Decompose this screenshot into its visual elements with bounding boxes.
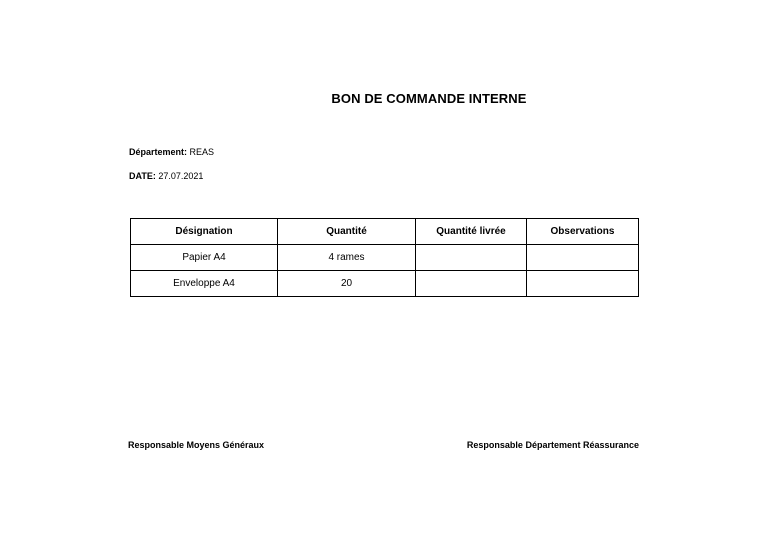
signature-right: Responsable Département Réassurance <box>466 440 639 450</box>
date-label: DATE: <box>129 171 156 181</box>
header-quantite-livree: Quantité livrée <box>416 219 527 245</box>
cell-observations <box>527 271 639 297</box>
header-designation: Désignation <box>131 219 278 245</box>
cell-quantite-livree <box>416 271 527 297</box>
header-observations: Observations <box>527 219 639 245</box>
header-quantite: Quantité <box>278 219 416 245</box>
table-header-row <box>131 219 639 245</box>
date-value: 27.07.2021 <box>158 171 204 181</box>
signature-left: Responsable Moyens Généraux <box>128 440 265 450</box>
cell-designation: Enveloppe A4 <box>131 271 278 297</box>
order-table <box>130 218 639 297</box>
cell-observations <box>527 245 639 271</box>
department-value: REAS <box>189 147 215 157</box>
department-label: Département: <box>129 147 188 157</box>
table-row <box>131 271 639 297</box>
cell-quantite: 20 <box>278 271 416 297</box>
document-title: BON DE COMMANDE INTERNE <box>331 91 527 106</box>
cell-quantite: 4 rames <box>278 245 416 271</box>
department-line <box>129 147 214 157</box>
cell-designation: Papier A4 <box>131 245 278 271</box>
cell-quantite-livree <box>416 245 527 271</box>
table-row <box>131 245 639 271</box>
date-line <box>129 171 203 181</box>
